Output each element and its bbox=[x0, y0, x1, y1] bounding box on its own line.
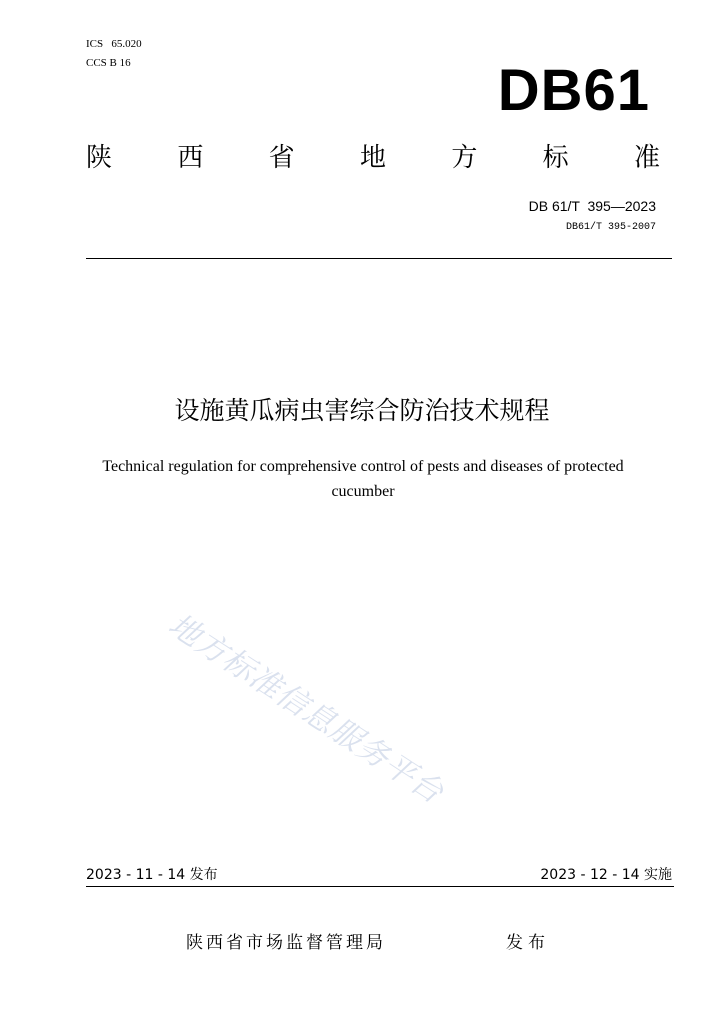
top-divider bbox=[86, 258, 672, 259]
bottom-divider bbox=[86, 886, 674, 887]
issue-label: 发布 bbox=[506, 933, 550, 953]
standard-number: DB 61/T 395—2023 bbox=[528, 198, 656, 214]
publish-date: 2023 - 11 - 14 发布 bbox=[86, 867, 218, 883]
title-english: Technical regulation for comprehensive control of pests and diseases of protected cucumber bbox=[102, 458, 624, 500]
standard-type-char: 准 bbox=[633, 143, 660, 173]
issuing-authority: 陕西省市场监督管理局 bbox=[186, 933, 386, 953]
standard-type-char: 地 bbox=[359, 143, 386, 173]
standard-type bbox=[86, 140, 660, 176]
standard-type-char: 方 bbox=[451, 143, 478, 173]
standard-type-char: 标 bbox=[542, 143, 569, 173]
db-code: DB61 bbox=[497, 58, 650, 123]
ccs-code: CCS B 16 bbox=[86, 57, 131, 69]
watermark: 地方标准信息服务平台 bbox=[162, 606, 451, 812]
implement-date: 2023 - 12 - 14 实施 bbox=[540, 867, 672, 883]
ics-code: ICS 65.020 bbox=[86, 38, 142, 50]
standard-type-char: 西 bbox=[177, 143, 204, 173]
replaced-standard: DB61/T 395-2007 bbox=[565, 222, 656, 233]
standard-type-char: 省 bbox=[268, 143, 295, 173]
title-chinese: 设施黄瓜病虫害综合防治技术规程 bbox=[174, 396, 550, 425]
standard-type-char: 陕 bbox=[86, 143, 113, 173]
